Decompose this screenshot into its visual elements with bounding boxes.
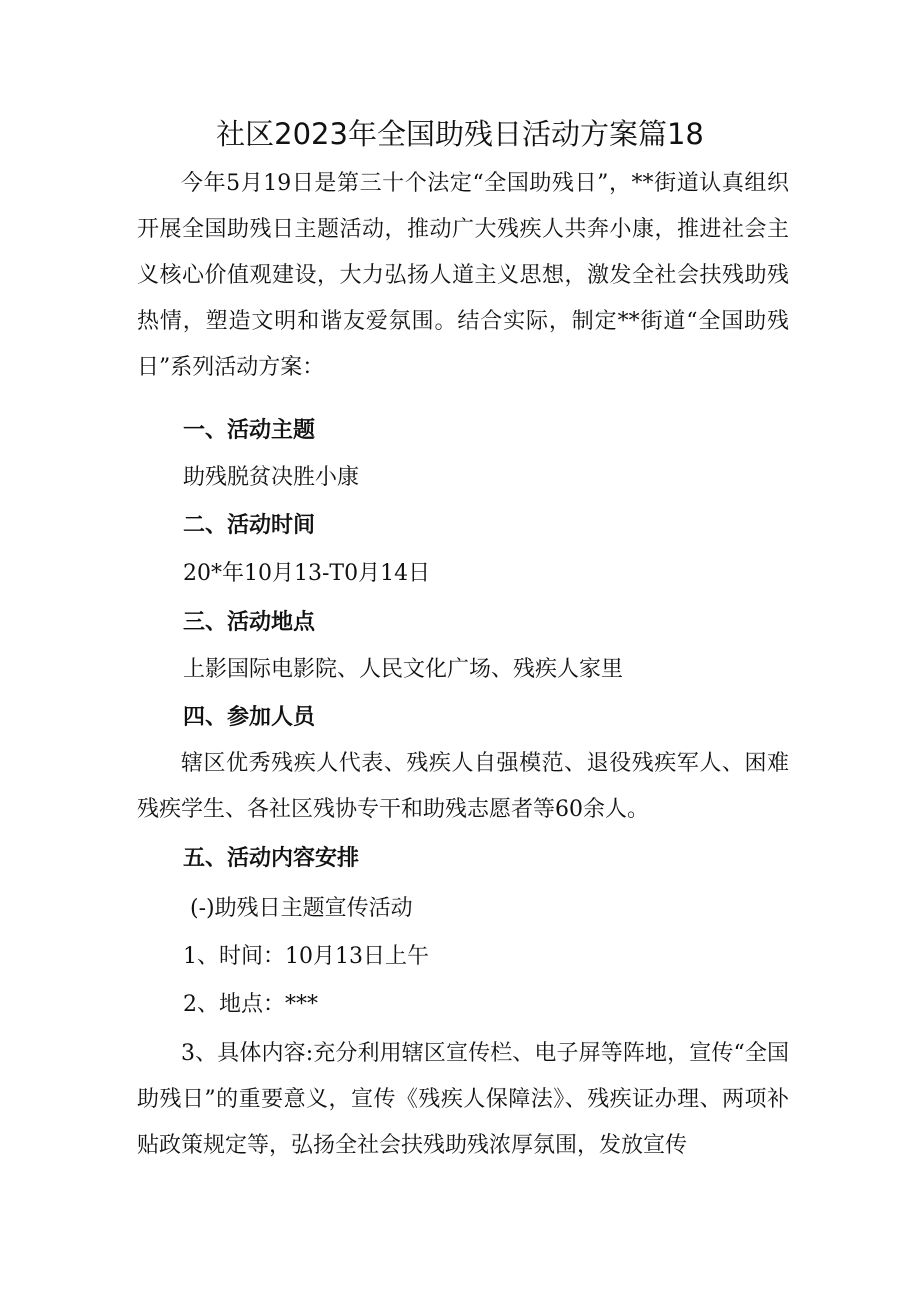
- section-heading-location: 三、活动地点: [183, 610, 316, 635]
- section-heading-time: 二、活动时间: [183, 513, 316, 538]
- section-heading-theme: 一、活动主题: [183, 418, 316, 443]
- item-time: 1、时间：10月13日上午: [183, 944, 429, 969]
- section-text-location: 上影国际电影院、人民文化广场、残疾人家里: [183, 657, 624, 682]
- subsection-heading-publicity: (-)助残日主题宣传活动: [190, 896, 413, 921]
- section-heading-content: 五、活动内容安排: [183, 846, 360, 871]
- section-heading-participants: 四、参加人员: [183, 705, 316, 730]
- document-title: 社区2023年全国助残日活动方案篇18: [216, 117, 704, 151]
- item-location: 2、地点：***: [183, 992, 318, 1017]
- section-text-time: 20*年10月13-T0月14日: [183, 561, 431, 586]
- section-text-theme: 助残脱贫决胜小康: [183, 465, 360, 490]
- intro-paragraph: 今年5月19日是第三十个法定“全国助残日”，**街道认真组织开展全国助残日主题活动，推动广大残疾人共奔小康，推进社会主义核心价值观建设，大力弘扬人道主义思想，激发全社会扶残助残热情，塑造文明和谐友爱氛围。结合实际，制定**街道“全国助残日”系列活动方案：: [137, 171, 789, 380]
- item-details: 3、具体内容:充分利用辖区宣传栏、电子屏等阵地，宣传“全国助残日”的重要意义，宣传《残疾人保障法》、残疾证办理、两项补贴政策规定等，弘扬全社会扶残助残浓厚氛围，发放宣传: [137, 1041, 789, 1158]
- section-text-participants: 辖区优秀残疾人代表、残疾人自强模范、退役残疾军人、困难残疾学生、各社区残协专干和助残志愿者等60余人。: [137, 751, 789, 822]
